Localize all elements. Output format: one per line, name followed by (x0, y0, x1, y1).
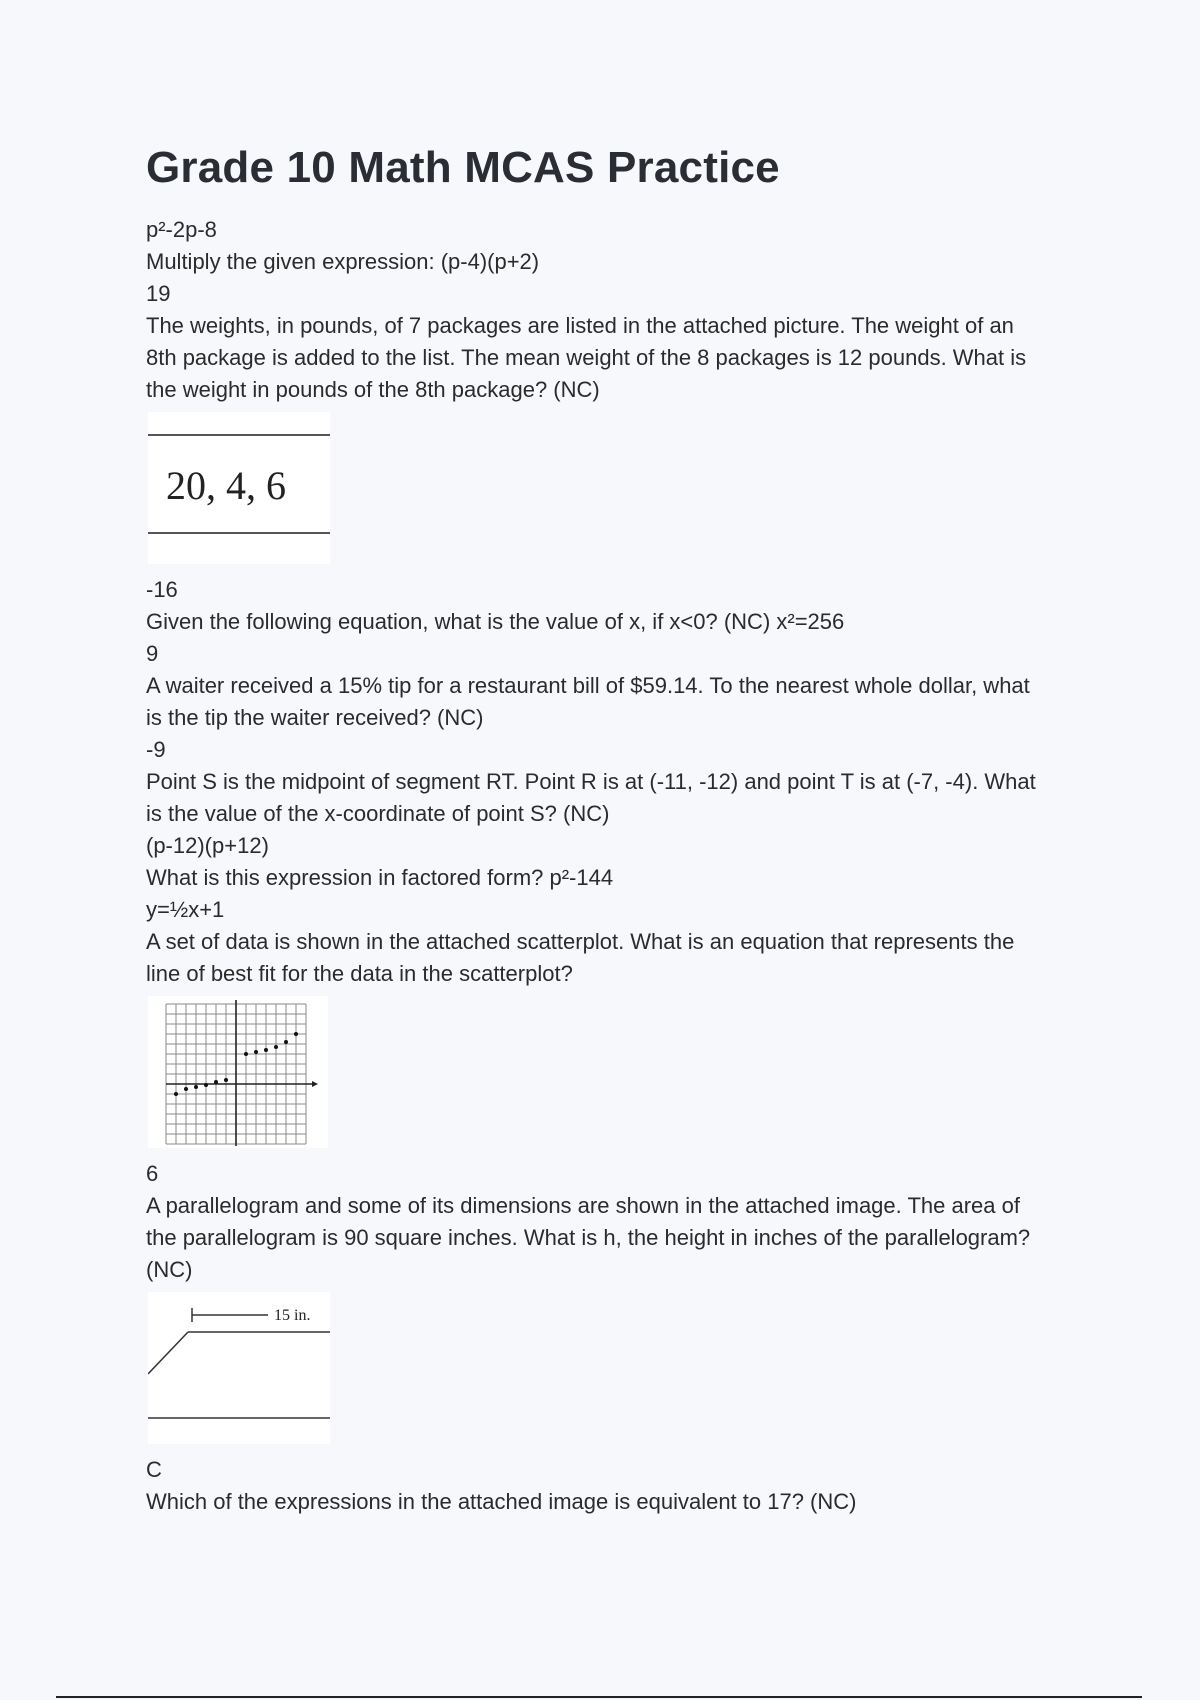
question-2: The weights, in pounds, of 7 packages are listed in the attached picture. The weight of an 8th package is added to the list. The mean weight of the 8 packages is 12 pounds. What is the weight in pounds of the 8th package? (NC) (146, 313, 1027, 402)
answer-7: y=½x+1 (146, 897, 225, 922)
answer-8: 6 (146, 1161, 159, 1186)
question-4: A waiter received a 15% tip for a restaurant bill of $59.14. To the nearest whole dollar, what is the tip the waiter received? (NC) (146, 673, 1030, 730)
answer-5: -9 (146, 737, 166, 762)
parallelogram-image (148, 1292, 330, 1444)
weights-image (148, 412, 330, 564)
scatterplot-graphic (148, 996, 328, 1148)
weights-rule-bottom (148, 532, 330, 534)
answer-2: 19 (146, 281, 171, 306)
question-1: Multiply the given expression: (p-4)(p+2) (146, 249, 540, 274)
weights-list-text: 20, 4, 6 (166, 463, 286, 508)
question-5: Point S is the midpoint of segment RT. Point R is at (-11, -12) and point T is at (-7, -4). What is the value of the x-coordinate of point S? (NC) (146, 769, 1036, 826)
document-page (146, 140, 1046, 1518)
question-9: Which of the expressions in the attached image is equivalent to 17? (NC) (146, 1489, 857, 1514)
page-title: Grade 10 Math MCAS Practice (146, 143, 780, 192)
question-3: Given the following equation, what is the value of x, if x<0? (NC) x²=256 (146, 609, 845, 634)
weights-rule-top (148, 434, 330, 436)
parallelogram-graphic (148, 1292, 330, 1444)
answer-1: p²-2p-8 (146, 217, 217, 242)
answer-9: C (146, 1457, 162, 1482)
scatterplot-image (148, 996, 328, 1148)
question-6: What is this expression in factored form? p²-144 (146, 865, 614, 890)
page-bottom-rule (56, 1696, 1142, 1698)
answer-6: (p-12)(p+12) (146, 833, 269, 858)
answer-4: 9 (146, 641, 159, 666)
parallelogram-label: 15 in. (274, 1307, 311, 1324)
answer-3: -16 (146, 577, 178, 602)
question-7: A set of data is shown in the attached scatterplot. What is an equation that represents the line of best fit for the data in the scatterplot? (146, 929, 1015, 986)
question-8: A parallelogram and some of its dimensions are shown in the attached image. The area of the parallelogram is 90 square inches. What is h, the height in inches of the parallelogram? (NC) (146, 1193, 1031, 1282)
